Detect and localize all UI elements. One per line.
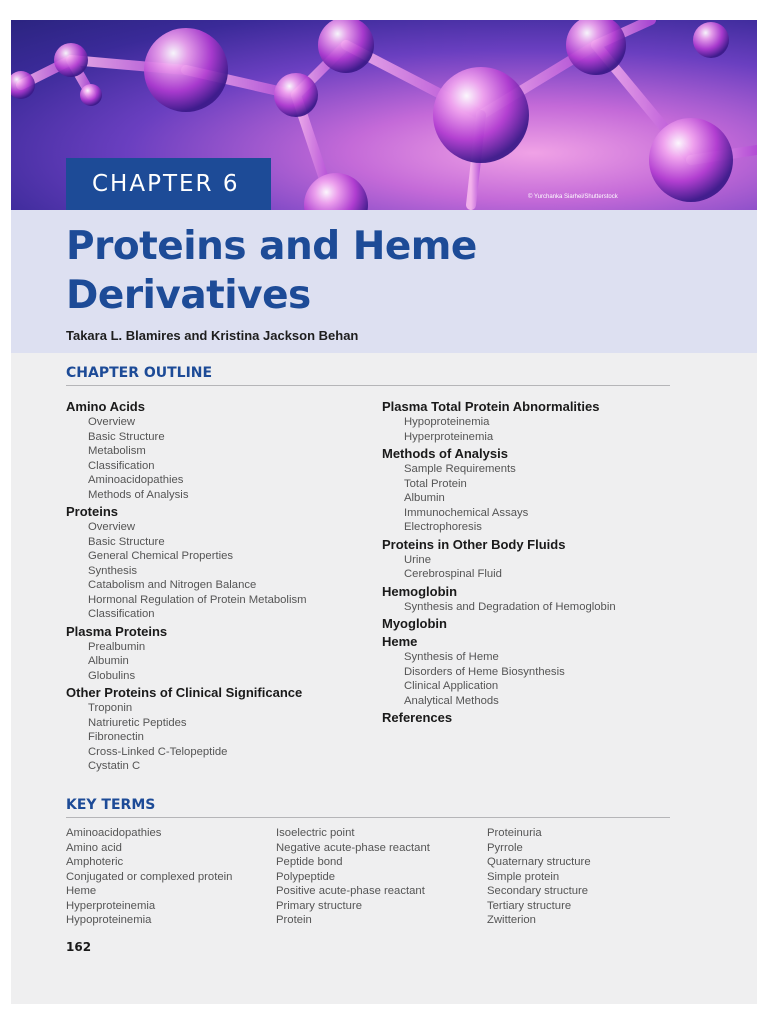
outline-subsection: Sample Requirements <box>404 463 516 475</box>
key-term: Pyrrole <box>487 841 523 854</box>
outline-subsection: Basic Structure <box>88 535 165 548</box>
key-term: Positive acute-phase reactant <box>276 885 425 897</box>
key-term: Protein <box>276 914 312 926</box>
outline-subsection: Troponin <box>88 702 133 714</box>
outline-section-title: Proteins <box>66 504 119 519</box>
key-term: Tertiary structure <box>487 899 572 912</box>
outline-subsection: General Chemical Properties <box>88 550 234 562</box>
outline-subsection: Hyperproteinemia <box>404 430 494 443</box>
outline-section-title: Heme <box>382 634 418 649</box>
outline-subsection: Albumin <box>88 655 129 667</box>
key-term: Proteinuria <box>487 827 542 839</box>
outline-section <box>66 504 307 622</box>
title-band <box>11 210 757 353</box>
outline-section <box>66 624 307 684</box>
outline-subsection: Cystatin C <box>88 760 141 772</box>
outline-subsection: Aminoacidopathies <box>88 474 184 486</box>
outline-section-title: Myoglobin <box>382 616 447 631</box>
outline-subsection: Synthesis of Heme <box>404 651 499 663</box>
chapter-title-line1: Proteins and Heme <box>66 224 477 269</box>
outline-section <box>382 634 616 708</box>
chapter-title <box>66 222 477 320</box>
key-term: Aminoacidopathies <box>66 827 162 839</box>
outline-subsection: Cross-Linked C-Telopeptide <box>88 745 228 758</box>
outline-subsection: Overview <box>88 416 136 428</box>
outline-section-title: Hemoglobin <box>382 583 458 599</box>
key-term: Secondary structure <box>487 885 589 897</box>
outline-left-column <box>66 397 307 775</box>
outline-section <box>66 399 307 502</box>
key-terms-heading: KEY TERMS <box>66 797 670 818</box>
outline-subsection: Natriuretic Peptides <box>88 716 187 729</box>
chapter-outline-heading: CHAPTER OUTLINE <box>66 365 670 386</box>
key-term: Heme <box>66 885 97 897</box>
outline-subsection: Overview <box>88 521 136 533</box>
outline-section-title: Amino Acids <box>66 399 145 414</box>
outline-section-title: Other Proteins of Clinical Significance <box>66 685 303 700</box>
outline-subsection: Clinical Application <box>404 680 499 692</box>
key-terms-column-2 <box>276 826 430 928</box>
outline-section-title: Plasma Proteins <box>66 623 168 639</box>
outline-section <box>382 584 616 615</box>
outline-section-title: Methods of Analysis <box>382 446 508 461</box>
outline-subsection: Globulins <box>88 669 136 682</box>
outline-subsection: Hypoproteinemia <box>404 416 490 428</box>
key-term: Hypoproteinemia <box>66 914 152 926</box>
outline-section <box>382 446 616 535</box>
outline-subsection: Classification <box>88 459 155 472</box>
outline-subsection: Classification <box>88 608 155 620</box>
key-term: Isoelectric point <box>276 827 355 839</box>
outline-subsection: Metabolism <box>88 445 146 457</box>
chapter-title-line2: Derivatives <box>66 273 311 318</box>
key-term: Peptide bond <box>276 856 343 868</box>
book-page <box>11 20 757 1004</box>
hero-banner <box>11 20 757 210</box>
outline-section <box>382 537 616 582</box>
page-number: 162 <box>66 940 92 954</box>
outline-subsection: Immunochemical Assays <box>404 506 529 519</box>
outline-subsection: Synthesis and Degradation of Hemoglobin <box>404 600 616 613</box>
key-term: Amphoteric <box>66 856 124 868</box>
outline-section <box>382 710 616 726</box>
key-term: Hyperproteinemia <box>66 899 156 912</box>
key-terms-column-1 <box>66 826 232 928</box>
outline-subsection: Analytical Methods <box>404 694 499 707</box>
key-term: Amino acid <box>66 841 122 854</box>
outline-section <box>66 685 307 774</box>
outline-subsection: Albumin <box>404 492 445 504</box>
outline-subsection: Synthesis <box>88 564 137 577</box>
outline-section-title: References <box>382 710 453 725</box>
outline-subsection: Catabolism and Nitrogen Balance <box>88 579 257 591</box>
outline-subsection: Hormonal Regulation of Protein Metabolism <box>88 593 307 606</box>
outline-subsection: Total Protein <box>404 477 467 490</box>
outline-subsection: Methods of Analysis <box>88 488 189 501</box>
outline-subsection: Urine <box>404 553 431 566</box>
key-term: Conjugated or complexed protein <box>66 870 233 883</box>
key-term: Zwitterion <box>487 914 536 926</box>
outline-section-title: Plasma Total Protein Abnormalities <box>382 399 600 414</box>
key-term: Polypeptide <box>276 870 336 883</box>
outline-section-title: Proteins in Other Body Fluids <box>382 536 566 552</box>
outline-subsection: Fibronectin <box>88 731 144 743</box>
key-term: Primary structure <box>276 899 362 912</box>
outline-subsection: Electrophoresis <box>404 521 482 533</box>
chapter-authors: Takara L. Blamires and Kristina Jackson Behan <box>66 328 359 343</box>
outline-subsection: Cerebrospinal Fluid <box>404 568 502 580</box>
key-terms-column-3 <box>487 826 591 928</box>
outline-right-column <box>382 397 616 727</box>
key-term: Quaternary structure <box>487 856 591 868</box>
image-credit: © Yurchanka Siarhei/Shutterstock <box>528 194 618 200</box>
outline-section <box>382 399 616 444</box>
outline-subsection: Prealbumin <box>88 640 146 653</box>
key-term: Simple protein <box>487 870 560 883</box>
outline-subsection: Basic Structure <box>88 430 165 443</box>
chapter-label: CHAPTER 6 <box>66 158 271 210</box>
outline-subsection: Disorders of Heme Biosynthesis <box>404 665 565 678</box>
key-term: Negative acute-phase reactant <box>276 841 430 854</box>
outline-section <box>382 616 616 632</box>
